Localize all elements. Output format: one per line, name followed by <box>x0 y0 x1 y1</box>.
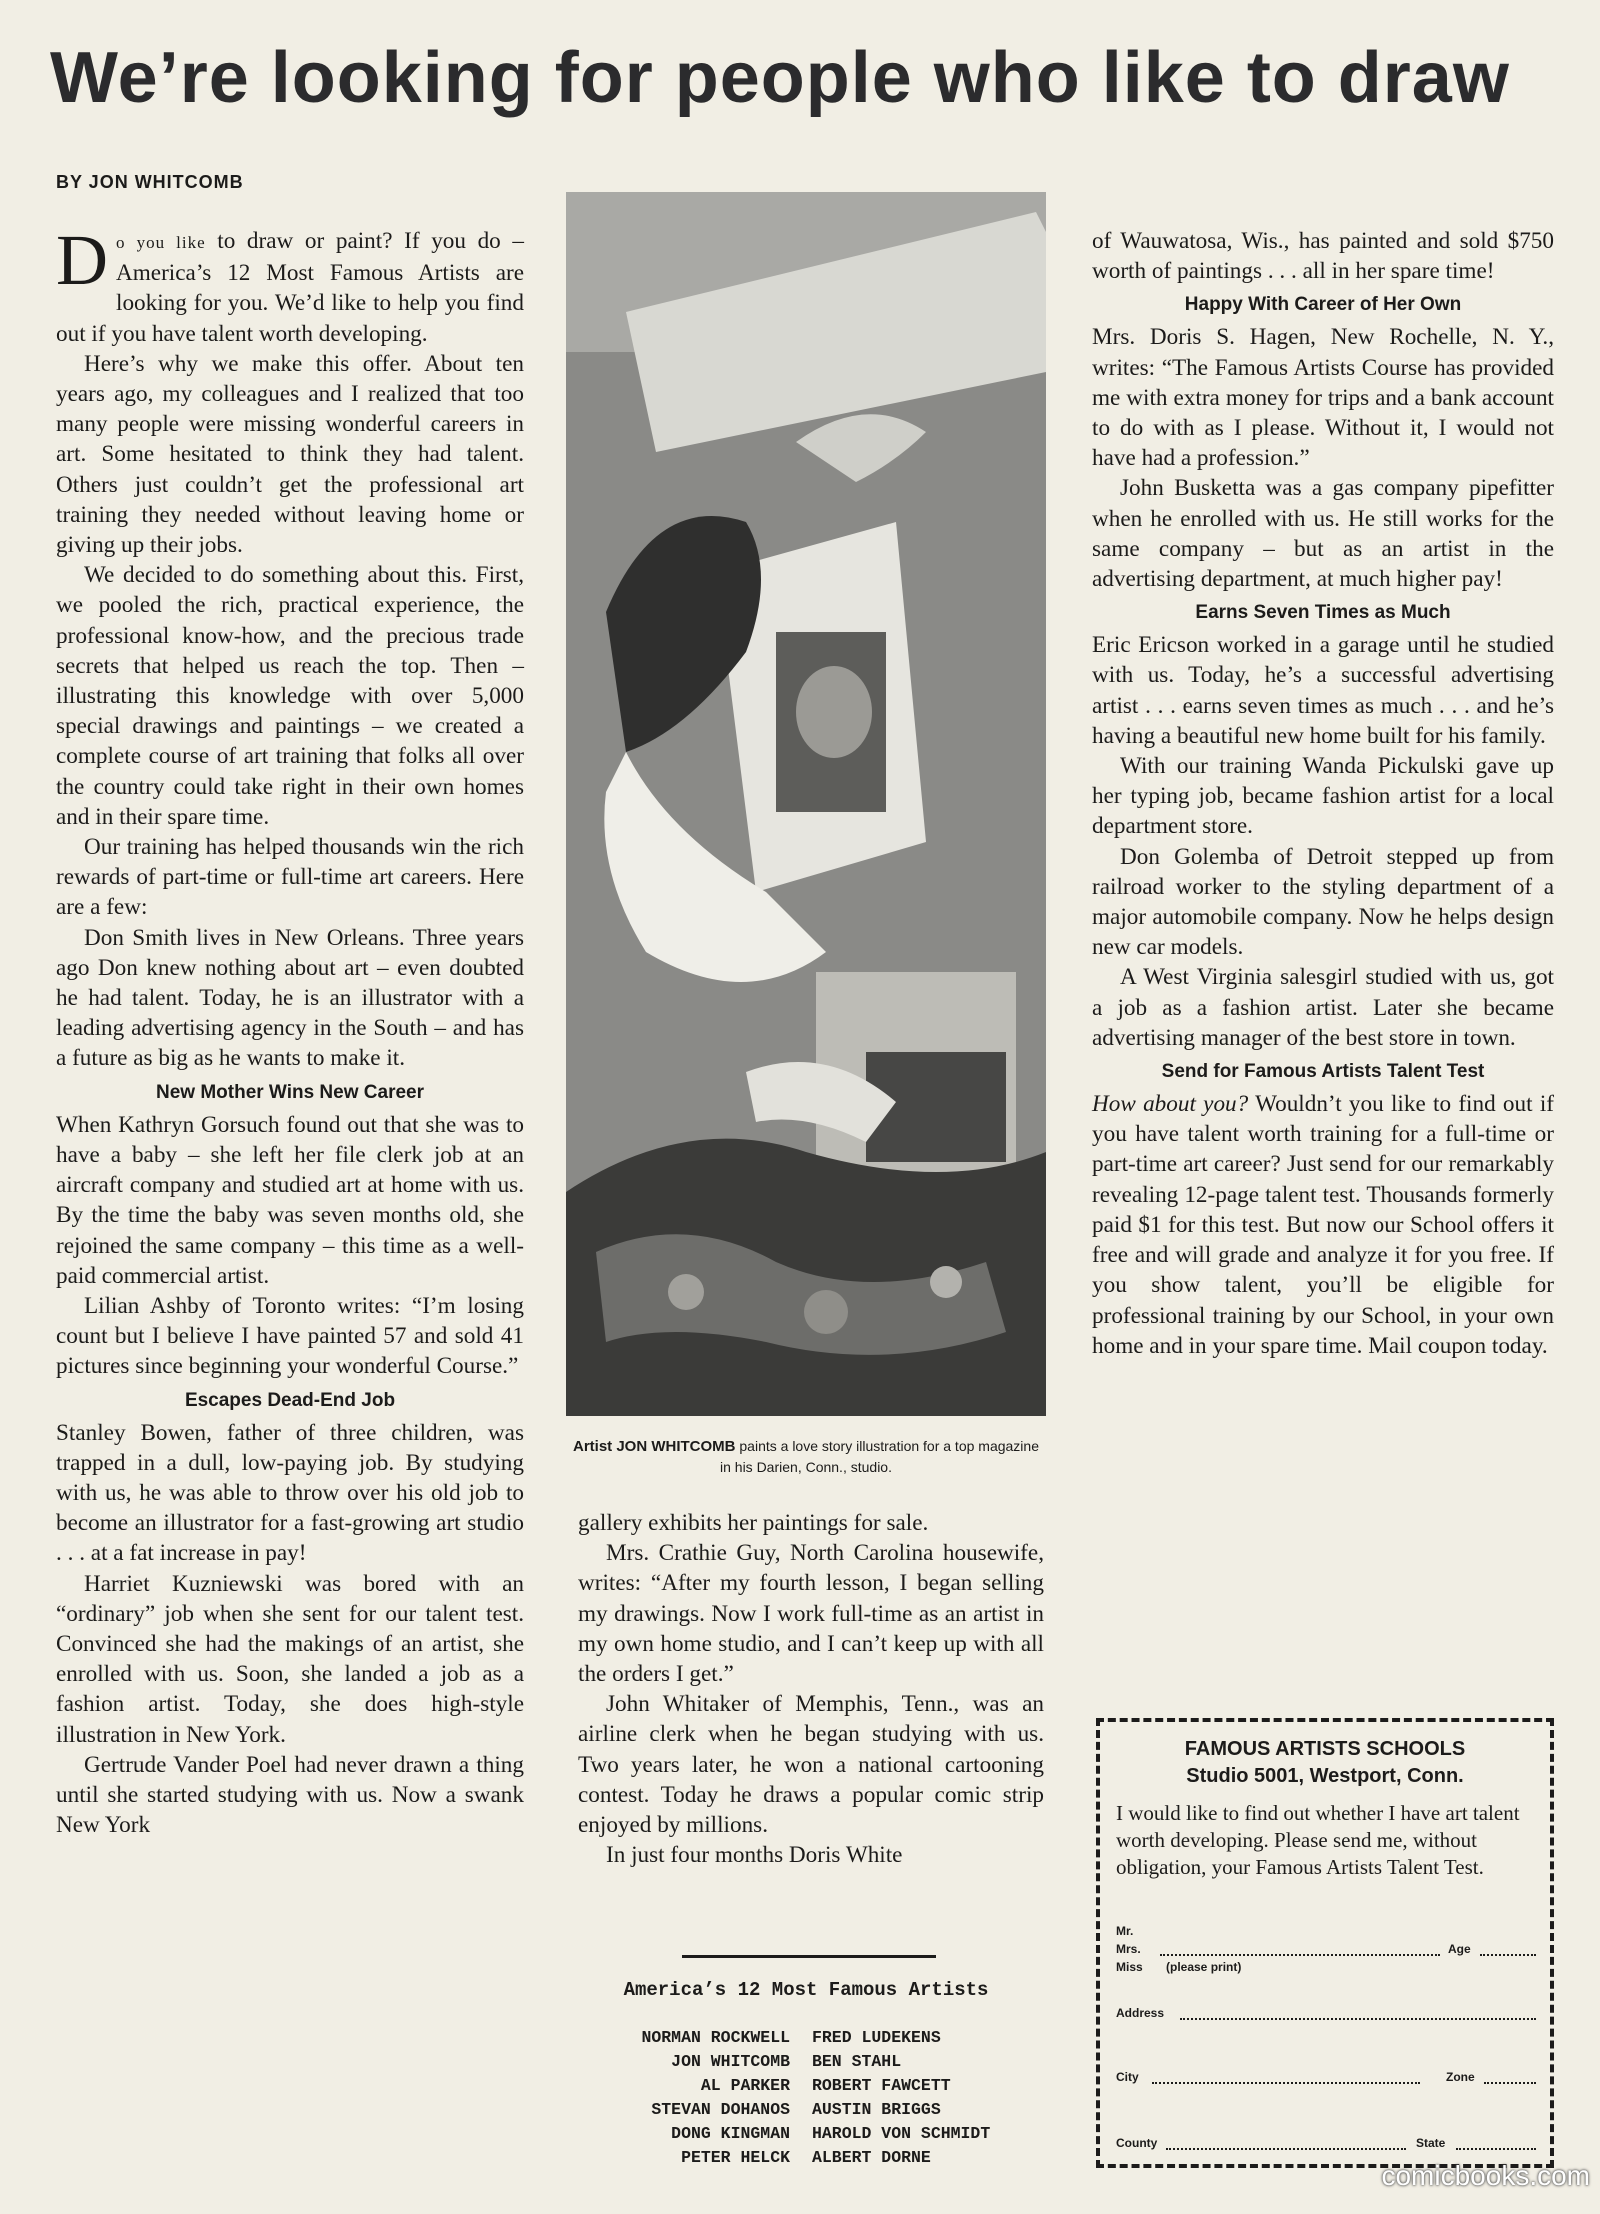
coupon-request-text: I would like to find out whether I have art talent worth developing. Please send me, without obligation, your Famous Artists Talent Test. <box>1116 1801 1520 1879</box>
state-field[interactable] <box>1456 2148 1536 2150</box>
site-watermark: comicbooks.com <box>1381 2160 1590 2191</box>
paragraph: Here’s why we make this offer. About ten years ago, my colleagues and I realized that too many people were missing wonderful careers in art. Some hesitated to think they had talent. Others just couldn’t get the professional art training they needed without leaving home or giving up their jobs. <box>56 350 524 559</box>
paragraph: In just four months Doris White <box>606 1842 903 1869</box>
paragraph: Mrs. Doris S. Hagen, New Rochelle, N. Y., writes: “The Famous Artists Course has provided me with extra money for trips and a bank account to do with as I please. Without it, I would not have had a profession.” <box>1092 324 1554 472</box>
paragraph: Mrs. Crathie Guy, North Carolina housewife, writes: “After my fourth lesson, I began selling my drawings. Now I work full-time as an artist in my own home studio, and I can’t keep up with all the orders I get.” <box>578 1540 1044 1688</box>
age-label: Age <box>1448 1942 1471 1956</box>
age-field[interactable] <box>1480 1954 1536 1956</box>
artist-photo-illustration <box>566 192 1046 1416</box>
artist-name: PETER HELCK <box>681 2148 790 2167</box>
zone-label: Zone <box>1446 2070 1475 2084</box>
article-column-1 <box>56 220 524 1840</box>
paragraph: Gertrude Vander Poel had never drawn a thing until she started studying with us. Now a swank New York <box>56 1751 524 1839</box>
photo-caption <box>566 1436 1046 1477</box>
artist-name: FRED LUDEKENS <box>812 2028 941 2047</box>
miss-label: Miss <box>1116 1960 1143 1974</box>
name-field[interactable] <box>1160 1954 1440 1956</box>
city-label: City <box>1116 2070 1139 2084</box>
byline: BY JON WHITCOMB <box>56 172 244 192</box>
opening-small-caps: o you like <box>116 233 206 252</box>
mr-label: Mr. <box>1116 1924 1134 1938</box>
coupon-studio-address: Studio 5001, Westport, Conn. <box>1186 1765 1464 1787</box>
paragraph: A West Virginia salesgirl studied with us, got a job as a fashion artist. Later she became advertising manager of the best store in town. <box>1092 964 1554 1051</box>
subheading: Escapes Dead-End Job <box>184 1389 396 1411</box>
headline: We’re looking for people who like to draw <box>50 38 1510 118</box>
coupon-school-name: FAMOUS ARTISTS SCHOOLS <box>1184 1738 1466 1760</box>
state-label: State <box>1416 2136 1446 2150</box>
italic-lead: How about you? <box>1092 1091 1249 1118</box>
artist-name: STEVAN DOHANOS <box>651 2100 790 2119</box>
article-column-2 <box>578 1508 1044 1870</box>
opening-text: to draw or paint? If you do – America’s 12 Most Famous Artists are looking for you. We’d like to help you find out if you have talent worth developing. <box>56 228 524 347</box>
opening-paragraph <box>56 220 524 349</box>
paragraph: We decided to do something about this. First, we pooled the rich, practical experience, the professional know-how, and the precious trade secrets that helped us reach the top. Then – illustrating this knowledge with over 5,000 special drawings and paintings – we created a complete course of art training that folks all over the country could take right in their own homes and in their spare time. <box>56 562 524 830</box>
paragraph-text: Wouldn’t you like to find out if you have talent worth training for a full-time or part-time art career? Just send for our remarkably revealing 12-page talent test. Thousands formerly paid $1 for this test. But now our School offers it free and will grade and analyze it for you free. If you show talent, you’ll be eligible for professional training by our School, in your own home and in your spare time. Mail coupon today. <box>1092 1091 1554 1359</box>
artists-list-title: America’s 12 Most Famous Artists <box>623 1979 989 2001</box>
artist-name: ROBERT FAWCETT <box>812 2076 951 2095</box>
paragraph: Harriet Kuzniewski was bored with an “ordinary” job when she sent for our talent test. Convinced she had the makings of an artist, she enrolled with us. Soon, she landed a job as a fashion artist. Today, she does high-style illustration in New York. <box>56 1570 524 1748</box>
mrs-label: Mrs. <box>1116 1942 1141 1956</box>
coupon-title <box>1100 1736 1550 1790</box>
artist-name: AL PARKER <box>700 2076 790 2095</box>
artists-list-left <box>560 2026 790 2170</box>
county-field[interactable] <box>1166 2148 1406 2150</box>
artists-list-right <box>812 2026 1072 2170</box>
paragraph: When Kathryn Gorsuch found out that she was to have a baby – she left her file clerk job at an aircraft company and studied art at home with us. By the time the baby was seven months old, she rejoined the same company – this time as a well-paid commercial artist. <box>56 1111 524 1289</box>
subheading: Happy With Career of Her Own <box>1184 294 1462 316</box>
paragraph: Don Smith lives in New Orleans. Three years ago Don knew nothing about art – even doubted he had talent. Today, he is an illustrator with a leading advertising agency in the South – and has a future as big as he wants to make it. <box>56 924 524 1072</box>
paragraph: With our training Wanda Pickulski gave up her typing job, became fashion artist for a local department store. <box>1092 753 1554 840</box>
artist-name: ALBERT DORNE <box>812 2148 931 2167</box>
subheading: Earns Seven Times as Much <box>1195 602 1451 624</box>
address-field[interactable] <box>1180 2018 1536 2020</box>
city-field[interactable] <box>1152 2082 1420 2084</box>
paragraph: Stanley Bowen, father of three children, was trapped in a dull, low-paying job. By studying with us, he was able to throw over his old job to become an illustrator for a fast-growing art studio . . . at a fat increase in pay! <box>56 1419 524 1567</box>
artist-name: DONG KINGMAN <box>671 2124 790 2143</box>
artist-name: NORMAN ROCKWELL <box>641 2028 790 2047</box>
divider-rule <box>682 1955 936 1958</box>
article-column-3 <box>1092 226 1554 1361</box>
address-label: Address <box>1116 2006 1165 2020</box>
subheading: New Mother Wins New Career <box>155 1081 424 1103</box>
paragraph: Lilian Ashby of Toronto writes: “I’m losing count but I believe I have painted 57 and sold 41 pictures since beginning your wonderful Course.” <box>56 1292 524 1380</box>
zone-field[interactable] <box>1484 2082 1536 2084</box>
artist-name: JON WHITCOMB <box>671 2052 790 2071</box>
artist-photo <box>566 192 1046 1416</box>
drop-cap: D <box>56 220 108 300</box>
subheading: Send for Famous Artists Talent Test <box>1161 1061 1485 1083</box>
caption-bold: Artist JON WHITCOMB <box>573 1438 736 1455</box>
artist-name: AUSTIN BRIGGS <box>812 2100 941 2119</box>
paragraph: John Whitaker of Memphis, Tenn., was an airline clerk when he began studying with us. Two years later, he won a national cartooning contest. Today he draws a popular comic strip enjoyed by millions. <box>578 1691 1044 1839</box>
mail-coupon[interactable] <box>1096 1718 1554 2168</box>
paragraph: Eric Ericson worked in a garage until he studied with us. Today, he’s a successful advertising artist . . . earns seven times as much . . . and he’s having a beautiful new home built for his family. <box>1092 632 1554 749</box>
paragraph: Our training has helped thousands win the rich rewards of part-time or full-time art careers. Here are a few: <box>56 834 524 921</box>
paragraph: John Busketta was a gas company pipefitter when he enrolled with us. He still works for the same company – but as an artist in the advertising department, at much higher pay! <box>1092 475 1554 593</box>
paragraph <box>1092 1089 1554 1361</box>
county-label: County <box>1116 2136 1158 2150</box>
paragraph: gallery exhibits her paintings for sale. <box>578 1510 929 1536</box>
artist-name: BEN STAHL <box>812 2052 902 2071</box>
please-print-label: (please print) <box>1166 1960 1242 1974</box>
paragraph: Don Golemba of Detroit stepped up from railroad worker to the styling department of a major automobile company. Now he helps design new car models. <box>1092 843 1554 961</box>
caption-text: paints a love story illustration for a top magazine in his Darien, Conn., studio. <box>720 1438 1039 1475</box>
paragraph: of Wauwatosa, Wis., has painted and sold $750 worth of paintings . . . all in her spare time! <box>1092 228 1554 285</box>
artist-name: HAROLD VON SCHMIDT <box>812 2124 991 2143</box>
